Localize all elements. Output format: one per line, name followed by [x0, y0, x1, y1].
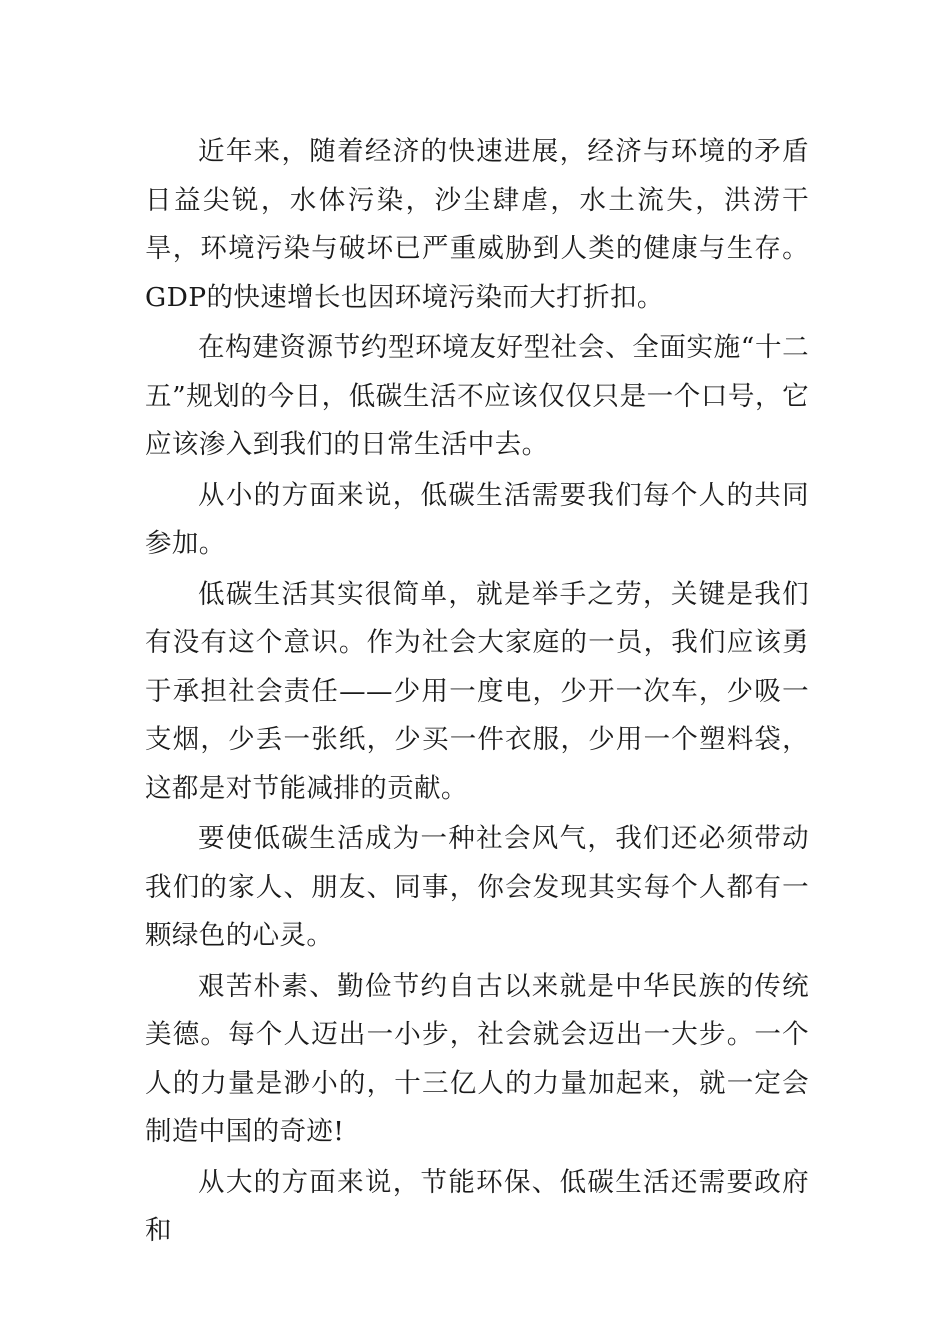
paragraph-6: 艰苦朴素、勤俭节约自古以来就是中华民族的传统美德。每个人迈出一小步，社会就会迈出一大步。一个人的力量是渺小的，十三亿人的力量加起来，就一定会制造中国的奇迹!: [145, 970, 809, 1147]
paragraph-7: 从大的方面来说，节能环保、低碳生活还需要政府和: [145, 1166, 809, 1246]
document-body: [145, 128, 809, 1258]
paragraph-4: 低碳生活其实很简单，就是举手之劳，关键是我们有没有这个意识。作为社会大家庭的一员，我们应该勇于承担社会责任——少用一度电，少开一次车，少吸一支烟，少丢一张纸，少买一件衣服，少用一个塑料袋，这都是对节能减排的贡献。: [145, 578, 809, 804]
paragraph-3: 从小的方面来说，低碳生活需要我们每个人的共同参加。: [145, 479, 809, 559]
paragraph-1: 近年来，随着经济的快速进展，经济与环境的矛盾日益尖锐，水体污染，沙尘肆虐，水土流失，洪涝干旱，环境污染与破坏已严重威胁到人类的健康与生存。GDP的快速增长也因环境污染而大打折扣。: [145, 136, 809, 313]
paragraph-2: 在构建资源节约型环境友好型社会、全面实施“十二五”规划的今日，低碳生活不应该仅仅只是一个口号，它应该渗入到我们的日常生活中去。: [145, 332, 809, 460]
paragraph-5: 要使低碳生活成为一种社会风气，我们还必须带动我们的家人、朋友、同事，你会发现其实每个人都有一颗绿色的心灵。: [145, 823, 809, 951]
